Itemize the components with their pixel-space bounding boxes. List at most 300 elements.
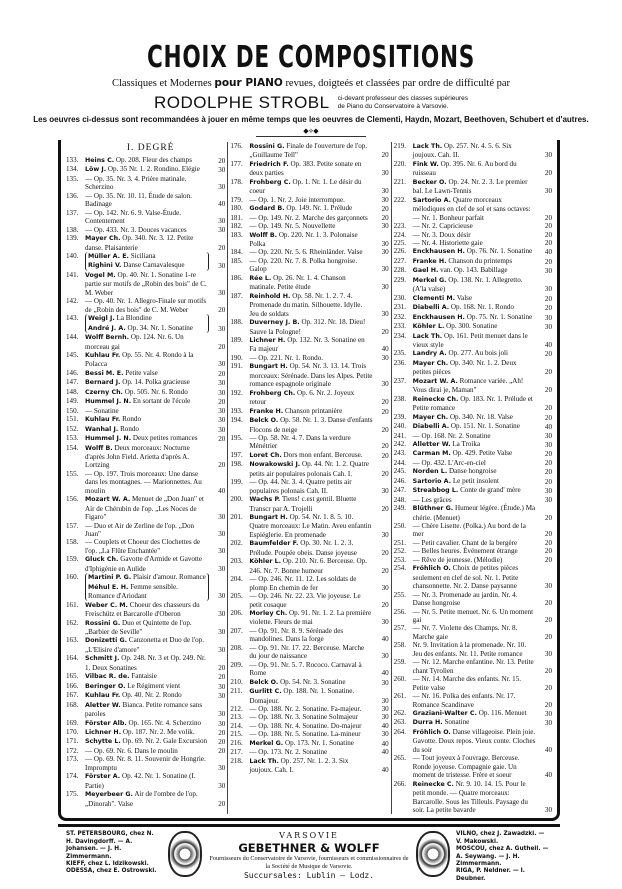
composer-name: Bungart H. (249, 363, 288, 371)
catalog-entry (66, 601, 225, 619)
entry-number: 167. (66, 691, 79, 700)
work-title: Op. 54. Nr. 3. Sonatine (280, 677, 346, 686)
price: 20 (218, 663, 226, 672)
entry-number: 198. (230, 460, 243, 469)
entry-text (85, 444, 209, 470)
entry-text (85, 192, 209, 209)
catalog-entry (230, 748, 388, 756)
catalog-entry (66, 755, 225, 772)
catalog-entry (230, 678, 388, 687)
composer-name: Lack Th. (412, 332, 443, 340)
entry-text (413, 564, 536, 590)
work-title: Rondo (120, 424, 139, 433)
entry-text (413, 486, 536, 495)
price: 20 (218, 157, 226, 165)
entry-number: 197. (230, 450, 243, 459)
work-title: — Op. 220. Nr. 7. 8. Polka hongroise. Galop (249, 256, 358, 274)
bracketed-entries (85, 314, 209, 333)
catalog-entry (230, 416, 388, 434)
price: 40 (381, 635, 389, 644)
work-title: Op. 168. Nr. 1. Rondo (450, 303, 514, 312)
entry-text (85, 691, 209, 700)
work-title: Tiens! c.est gentil. Bluette Transcr par A. Trojelli (249, 495, 357, 513)
entry-number: 205. (230, 592, 243, 601)
price: 30 (544, 313, 552, 322)
work-title: Le Régiment vient (127, 681, 181, 690)
entry-number: 163. (66, 636, 79, 645)
composer-name: Merkel G. (249, 739, 284, 747)
notice: Les oeuvres ci-dessus sont recommandées à jouer en même temps que les oeuvres de Clementi, Haydn, Mozart, Beethoven, Schubert et d'autres. (33, 115, 589, 124)
entry-text (249, 160, 372, 178)
work-title: Op. 24. Nr. 2. 3. Le premier bal. Le Lawn-Tennis (412, 177, 528, 196)
work-title: Op. 149. Nr. 1. Prélude (286, 204, 353, 213)
entry-text (249, 178, 372, 196)
work-title: Gavotte d'Armide et Gavotte d'Iphigénie en Aulide (85, 555, 203, 573)
entry-text (85, 434, 209, 443)
ornament-divider: ◆⟡◆ (256, 127, 366, 137)
catalog-entry (394, 276, 552, 294)
price: 30 (218, 406, 226, 415)
work-title: La Troika (452, 439, 481, 448)
entry-text (413, 556, 536, 564)
work-title: Op. 35 Nr. 1. 2. Rondino. Elégie (107, 165, 200, 174)
agent-line: KIEFF, chez L. Idzikowski. (66, 861, 149, 868)
composer-name: Reinhold H. (249, 292, 291, 300)
entry-text (249, 460, 372, 478)
price: 30 (218, 262, 226, 271)
entry-text (85, 601, 209, 619)
catalog-entry (230, 539, 388, 557)
composer-name: Sartorio A. (412, 196, 452, 204)
composer-name: Baumfelder F. (249, 540, 299, 548)
catalog-entry (394, 231, 552, 239)
price: 20 (381, 327, 389, 336)
entry-text (413, 257, 536, 266)
entry-number: 153. (66, 434, 79, 443)
composer-name: Lichner H. (249, 336, 286, 344)
entry-text (85, 378, 209, 387)
page-title: CHOIX DE COMPOSITIONS (146, 40, 476, 75)
author-name: RODOLPHE STROBL (153, 93, 330, 112)
catalog-entry (394, 332, 552, 350)
catalog-entry (66, 415, 225, 424)
price: 30 (381, 380, 389, 389)
entry-text (249, 478, 372, 495)
catalog-entry (66, 772, 225, 790)
catalog-entry (394, 266, 552, 275)
composer-name: Streabbog L. (412, 487, 459, 495)
entry-number: 264. (393, 727, 407, 736)
entry-number: 219. (393, 142, 407, 150)
composer-name: Belck O. (249, 678, 279, 686)
catalog-entry (66, 333, 225, 351)
catalog-entry (394, 608, 552, 625)
entry-text (413, 608, 536, 625)
work-title: Op. 505. Nr. 6. Rondo (124, 387, 188, 396)
price: 20 (544, 304, 552, 313)
work-title: Op. 220. Nr. 1. 3. Polonaise Polka (249, 230, 358, 248)
work-title: Op. 257. Nr. 1. 2. 3. Six joujoux. Cah. I. (249, 756, 349, 775)
entry-text (249, 678, 372, 687)
entry-text (413, 692, 536, 709)
entry-text (85, 701, 209, 719)
entry-text (85, 619, 209, 637)
composer-name: Reinecke C. (412, 780, 454, 788)
entry-number: 138. (66, 225, 79, 234)
entry-number: 236. (393, 358, 407, 367)
price: 30 (218, 692, 226, 701)
price: 30 (381, 486, 389, 495)
entry-number: 218. (230, 756, 243, 765)
composer-name: Friedrich F. (249, 160, 289, 168)
price: 30 (218, 592, 226, 601)
work-title: — Op. 142. Nr. 6. 9. Valse-Étude. Contentement (85, 208, 182, 226)
catalog-entry (394, 709, 552, 718)
entry-number: 194. (230, 416, 243, 425)
work-title: — Op. 173. Nr. 2. Sonatine (249, 748, 328, 757)
entry-text (85, 495, 209, 521)
price: 20 (544, 555, 552, 564)
catalog-entry (66, 425, 225, 434)
composer-name: Weigl J. (88, 315, 115, 323)
price: 20 (381, 504, 389, 513)
work-title: — Op. 44. Nr. 3. 4. Quatre petits air populaires polonais Cah. II. (249, 478, 352, 495)
price: 30 (544, 710, 552, 718)
price: 30 (218, 564, 226, 573)
work-title: — Nr. 3. Promenade au jardin. Nr. 4. Danse hongroise (412, 590, 518, 608)
entry-number: 171. (66, 737, 79, 746)
entry-number: 150. (66, 406, 79, 415)
work-title: — Chère Lisette. (Polka.) Au bord de la mer (412, 522, 526, 539)
work-title: — Nr. 4. Historiette gaie (412, 238, 483, 247)
catalog-entry (66, 369, 225, 378)
entry-number: 143. (66, 314, 79, 323)
catalog-entry (66, 234, 225, 252)
composer-name: Löw J. (85, 166, 107, 174)
composer-name: Vilbac R. de. (85, 673, 130, 681)
work-title: Op. 340. Nr. 1. 2. Deux petites pièces (412, 358, 517, 377)
catalog-entry (394, 239, 552, 247)
price: 30 (544, 805, 552, 814)
composer-name: Mayer Ch. (85, 235, 121, 243)
entry-number: 180. (230, 204, 243, 213)
entry-text (413, 303, 536, 312)
entry-text (413, 754, 536, 779)
entry-number: 161. (66, 600, 79, 609)
entry-text (85, 636, 209, 654)
entry-text (249, 248, 372, 256)
catalog-entry (394, 178, 552, 196)
catalog-entry (66, 619, 225, 637)
work-title: — Op. 69. Nr. 8. 11. Souvenir de Hongrie. Impromptu (85, 755, 206, 772)
entry-number: 152. (66, 424, 79, 433)
entry-number: 203. (230, 557, 243, 566)
entry-number: 213. (230, 713, 243, 722)
price: 20 (218, 305, 226, 314)
work-title: — Nr. 16. Polka des enfants. Nr. 17. Romance Scandinave (412, 692, 516, 709)
catalog-entry (394, 432, 552, 440)
entry-number: 169. (66, 718, 79, 727)
work-title: Choeur des chasseurs du Freischütz et Barcarolle d'Oberon (85, 600, 200, 619)
author-role (338, 95, 468, 111)
catalog-entry (394, 459, 552, 467)
entry-number: 254. (393, 564, 407, 573)
composer-name: Förster A. (85, 773, 121, 781)
catalog-entry (394, 624, 552, 641)
work-title: Petite valse (125, 368, 158, 377)
composer-name: Hummel J. N. (85, 398, 132, 406)
work-title: Chanson du printemps (448, 256, 513, 265)
composer-name: Hummel J. N. (85, 435, 132, 443)
price: 30 (544, 495, 552, 504)
entry-number: 187. (230, 291, 243, 300)
work-title: Op. 14. Polka gracieuse (122, 378, 190, 387)
entry-text (85, 672, 209, 681)
entry-text (413, 359, 536, 377)
composer-name: Rossini G. (249, 143, 285, 150)
entry-number: 137. (66, 208, 79, 217)
work-title: Op. 187. Nr. 2. Me volik. (122, 728, 195, 736)
entry-number: 164. (66, 654, 79, 663)
work-title: En sortant de l'école (132, 397, 191, 406)
emblem-icon (416, 831, 450, 877)
catalog-entry (394, 675, 552, 692)
work-title: Plaisir d'amour. Romance (133, 573, 206, 582)
entry-number: 181. (230, 213, 243, 222)
entry-number: 260. (393, 675, 407, 684)
entry-number: 235. (393, 349, 407, 358)
entry-number: 162. (66, 618, 79, 627)
entry-text (413, 780, 536, 815)
work-title: Sonatine (444, 718, 470, 727)
work-title: Op. 116. Menuet (478, 709, 527, 717)
entry-text (413, 709, 536, 718)
composer-name: Lack Th. (249, 757, 279, 765)
catalog-entry (394, 257, 552, 266)
emblem-icon (168, 831, 202, 877)
catalog-entry (394, 349, 552, 358)
entry-text (249, 722, 372, 730)
entry-number: 208. (230, 643, 243, 652)
entry-text (413, 432, 536, 440)
price: 30 (381, 239, 389, 248)
entry-number: 256. (393, 607, 407, 616)
entry-text (249, 336, 372, 354)
entry-number: 151. (66, 415, 79, 424)
work-title: Op. 429. Petite Valse (452, 449, 513, 458)
composer-name: Weber C. M. (85, 601, 128, 609)
catalog-entry (394, 294, 552, 303)
catalog-entry (394, 247, 552, 256)
work-title: Op. 248. Nr. 3 et Op. 249. Nr. 1. Deux Sonatines (85, 654, 206, 672)
composer-name: Godard B. (249, 205, 285, 213)
work-title: — Op. 188. Nr. 3. Sonatine Solmajeur (249, 713, 359, 722)
price: 30 (218, 763, 226, 772)
entry-text (85, 728, 209, 737)
work-title: Op. 54. Nr. 1. 8. 5. 10. Quatre morceaux: Le Matin. Aveu enfantin Espiéglerie. En promenade (249, 513, 372, 539)
work-title: Chanson printanière (285, 406, 343, 415)
footer-agents-left (66, 831, 162, 875)
price: 40 (544, 771, 552, 780)
composer-name: Mayer Ch. (412, 359, 449, 367)
entry-number: 156. (66, 495, 79, 504)
work-title: Op. 132. Nr. 3. Sonatine en Fa majeur (249, 335, 365, 354)
entry-text (85, 737, 209, 746)
price: 30 (544, 187, 552, 196)
price: 20 (218, 729, 226, 737)
composer-name: Reinecke Ch. (412, 395, 459, 403)
catalog-frame (58, 140, 560, 821)
catalog-entry (66, 165, 225, 174)
work-title: Op. 151. Nr. 1. Sonatine (450, 422, 520, 431)
price: 20 (544, 477, 552, 486)
price: 20 (544, 169, 552, 178)
price: 20 (218, 398, 226, 407)
entry-number: 192. (230, 388, 243, 397)
entry-text (85, 470, 209, 495)
composer-name: Rossini G. (85, 619, 121, 627)
catalog-entry (66, 252, 225, 271)
price: 40 (218, 200, 226, 209)
bracketed-entries (85, 573, 209, 600)
composer-name: Gluck Ch. (85, 556, 119, 564)
entry-number: 222. (393, 195, 407, 204)
work-title: Nr. 9. 10. 14. 15. Pour le petit monde. — Quatre morceaux: Barcarolle. Sous les Tilleuls. Paysage du soir. La petite bavarde (412, 779, 528, 814)
work-title: — Couplets et Choeur des Clochettes de l'op. „La Flûte Enchantée" (85, 538, 201, 555)
composer-name: Kuhlau Fr. (85, 692, 121, 700)
work-title: Fantaisie (131, 672, 157, 681)
agent-line: ODESSA, chez E. Ostrowski. (66, 868, 157, 875)
catalog-entry (394, 692, 552, 709)
entry-number: 204. (230, 575, 243, 584)
entry-number: 188. (230, 318, 243, 327)
work-title: Bianca. Petite romance sans paroles (85, 700, 203, 719)
entry-number: 134. (66, 165, 79, 174)
entry-text (249, 354, 372, 362)
catalog-entry (230, 389, 388, 407)
subtitle (0, 76, 622, 91)
price: 20 (218, 243, 226, 252)
entry-number: 238. (393, 394, 407, 403)
entry-number: 199. (230, 478, 243, 487)
work-title: Op. 6. Nr. 2. Joyeux retour (249, 388, 355, 407)
price: 40 (544, 248, 552, 257)
composer-name: Wolff B. (85, 444, 113, 452)
composer-name: Merkel G. (412, 276, 447, 284)
entry-number: 246. (393, 476, 407, 485)
entry-number: 249. (393, 504, 407, 513)
entry-number: 241. (393, 431, 407, 440)
entry-number: 185. (230, 256, 243, 265)
composer-name: Aletter W. (85, 701, 121, 709)
price: 20 (544, 666, 552, 675)
composer-name: Martini P. G. (88, 574, 132, 582)
catalog-entry (394, 780, 552, 815)
work-title: Danse villageoise. Plein joie. Gavotte. Doux repos. Vieux conte. Cloches du soir (412, 727, 536, 754)
composer-name: Diabelli A. (412, 423, 450, 431)
work-title: Op. 30. Nr. 1. 2. 3. Prélude. Poupée obeis. Danse joyeuse (249, 539, 357, 557)
composer-name: Meyerbeer G. (85, 791, 133, 799)
composer-name: Loret Ch. (249, 451, 282, 459)
catalog-entry (66, 573, 225, 600)
catalog-entry (66, 719, 225, 728)
work-title: Danse hongroise (449, 467, 497, 476)
price: 30 (218, 379, 226, 388)
work-title: Op. 383. Petite sonate en deux parties (249, 159, 362, 178)
price: 30 (381, 652, 389, 661)
entry-text (249, 592, 372, 609)
entry-text (249, 257, 372, 274)
work-title: — Op. 1. Nr. 2. Joie interrompue. (249, 195, 345, 204)
footer-agents-right (456, 831, 552, 883)
entry-text (249, 274, 372, 292)
price: 30 (381, 583, 389, 592)
entry-text (249, 204, 372, 213)
entry-text (413, 332, 536, 350)
entry-number: 193. (230, 406, 243, 415)
catalog-entry (66, 226, 225, 234)
work-title: Op. 188. Nr. 1. Sonatine. Domajeur. (249, 687, 355, 705)
catalog-entry (66, 747, 225, 755)
composer-name: Bungart H. (249, 514, 288, 522)
sub-entry (88, 573, 206, 582)
entry-number: 174. (66, 772, 79, 781)
work-title: Canzonetta et Duo de l'op. „L'Elisire d'amore" (85, 636, 204, 654)
entry-number: 214. (230, 721, 243, 730)
entry-text (413, 322, 536, 331)
catalog-entry (230, 722, 388, 730)
catalog-entry (394, 522, 552, 539)
entry-text (413, 266, 536, 275)
entry-text (413, 641, 536, 658)
work-title: Op. 40. Nr. 2. Rondo (122, 691, 182, 700)
entry-number: 176. (230, 142, 243, 150)
composer-name: Alletter W. (412, 440, 451, 448)
price: 30 (218, 183, 226, 192)
entry-number: 177. (230, 159, 243, 168)
catalog-entry (66, 555, 225, 573)
price: 20 (544, 450, 552, 459)
entry-text (413, 231, 536, 239)
entry-text (413, 459, 536, 467)
composer-name: Förster Alb. (85, 719, 127, 727)
entry-text (249, 748, 372, 756)
publisher-block (208, 831, 410, 881)
catalog-entry (394, 359, 552, 377)
composer-name: Frohberg C. (249, 178, 291, 186)
composer-name: Kuhlau Fr. (85, 351, 121, 359)
entry-text (249, 557, 372, 575)
work-title: Op. 34. Nr. 1. Sonatine (127, 323, 193, 332)
entry-number: 157. (66, 521, 79, 530)
entry-text (249, 292, 372, 318)
catalog-entry (394, 303, 552, 312)
price: 40 (381, 669, 389, 678)
composer-name: Belck O. (249, 417, 279, 425)
entry-number: 233. (393, 322, 407, 331)
work-title: Op. 58. Nr. 1. 3. Danse d'enfants Flocons de neige (249, 416, 373, 434)
work-title: — Op. 188. Nr. 4. Sonatine. Do-majeur (249, 721, 362, 730)
catalog-entry (230, 248, 388, 256)
entry-number: 155. (66, 469, 79, 478)
price: 20 (544, 599, 552, 608)
work-title: — Op. 188. Nr. 5. Sonatine. La-mineur (249, 730, 361, 739)
work-title: — Petit cavalier. Chant de la bergère (412, 538, 518, 547)
entry-number: 195. (230, 433, 243, 442)
catalog-entry (66, 737, 225, 746)
price: 30 (218, 425, 226, 434)
work-title: — Op. 40. Nr. 1. Allegro-Finale sur motifs de „Robin des bois" de C. M. Weber (85, 297, 207, 314)
